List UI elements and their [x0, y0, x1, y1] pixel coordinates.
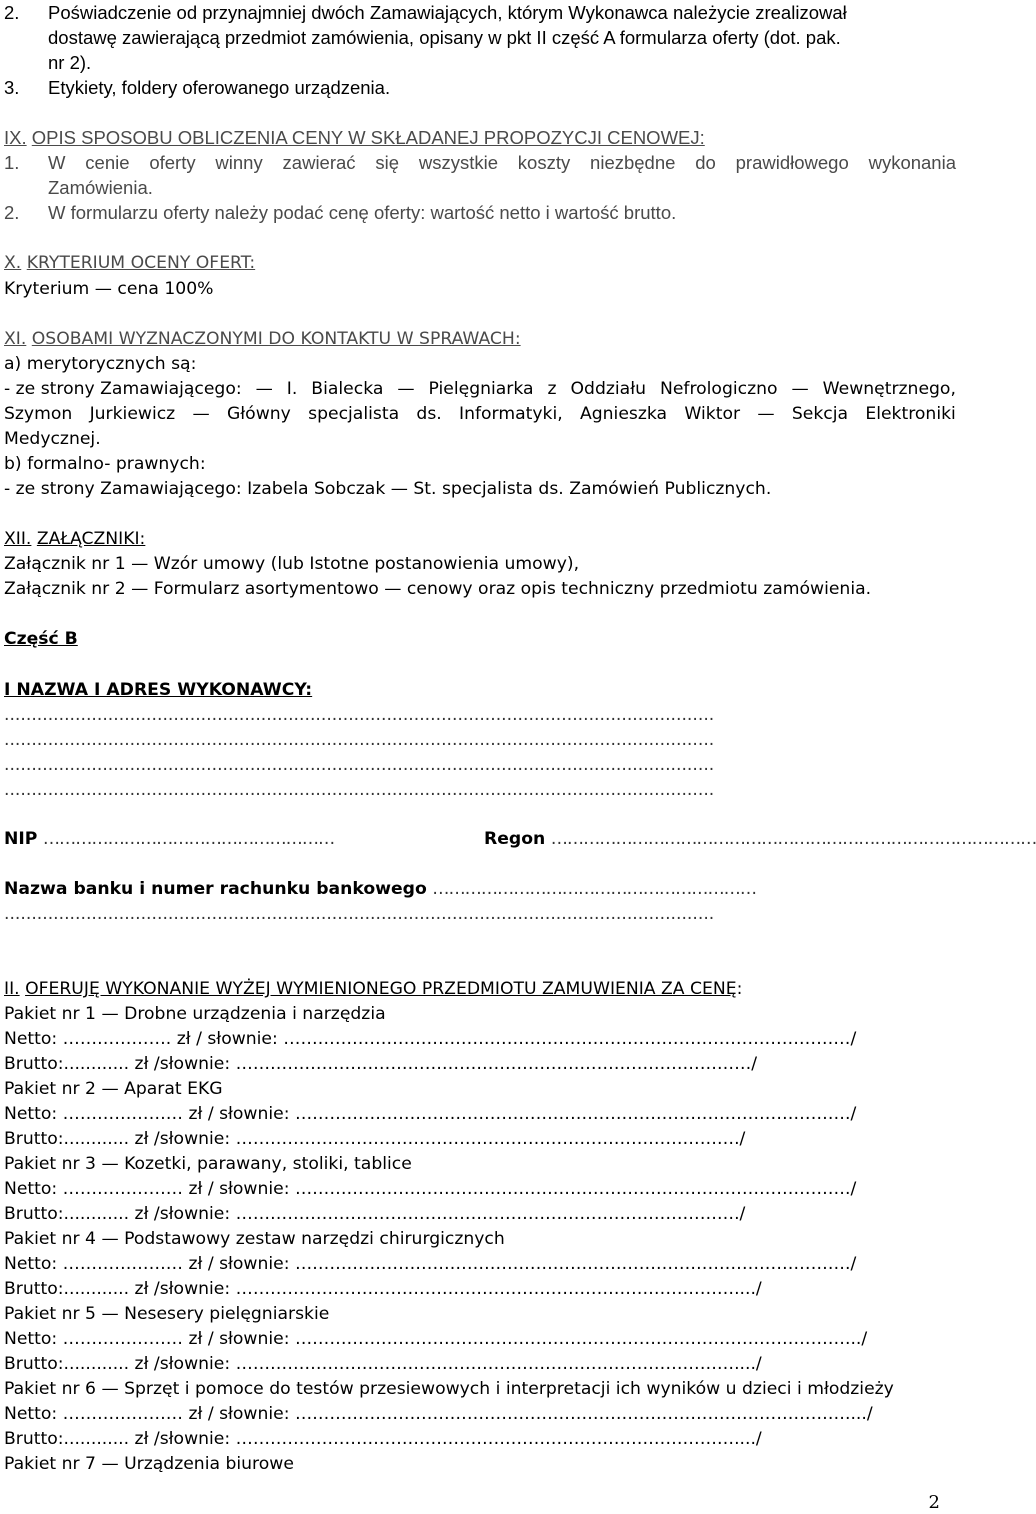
ix-item-1-word: W — [48, 152, 66, 173]
ix-item-1-word: cenie — [85, 152, 130, 173]
merit-line-1-word: — — [791, 379, 809, 399]
offer-heading — [4, 978, 956, 1000]
item-number: 2. — [4, 2, 20, 23]
offer-colon: : — [736, 979, 743, 999]
ix-item-2-text: W formularzu oferty należy podać cenę oferty: wartość netto i wartość brutto. — [48, 202, 677, 223]
merit-line-1-word: Oddziału — [570, 379, 646, 399]
section-x-number: X. — [4, 253, 22, 273]
package-brutto-line[interactable]: Brutto:............ zł /słownie: ………………………………………………………………………………/ — [4, 1054, 758, 1074]
offer-title: OFERUJĘ WYKONANIE WYŻEJ WYMIENIONEGO PRZEDMIOTU ZAMUWIENIA ZA CENĘ — [25, 979, 737, 999]
section-xii-title: ZAŁĄCZNIKI: — [36, 529, 146, 549]
item-3-text: Etykiety, foldery oferowanego urządzenia. — [48, 77, 391, 98]
merit-line-1-word: z — [547, 379, 557, 399]
section-xi-title: OSOBAMI WYZNACZONYMI DO KONTAKTU W SPRAWACH: — [31, 329, 521, 349]
ix-item-1-word: oferty — [149, 152, 196, 173]
package-brutto-line[interactable]: Brutto:............ zł /słownie: ……………………………………………………………………………./ — [4, 1204, 746, 1224]
item-2-text-3: nr 2). — [48, 52, 92, 73]
merit-line-2-word: Jurkiewicz — [89, 404, 176, 424]
merit-line-2-word: Elektroniki — [865, 404, 956, 424]
formal-label: b) formalno- prawnych: — [4, 454, 206, 474]
merit-line-2-word: Sekcja — [791, 404, 849, 424]
package-brutto-line[interactable]: Brutto:............ zł /słownie: ……………………………………………………………………………..../ — [4, 1429, 762, 1449]
section-xi-number: XI. — [4, 329, 27, 349]
merit-line-1-word: - ze strony Zamawiającego: — [4, 379, 242, 399]
section-ix-heading — [4, 127, 956, 149]
section-x-title: KRYTERIUM OCENY OFERT: — [26, 253, 256, 273]
nip-label: NIP — [4, 829, 38, 849]
bank-field[interactable]: …………………………………………………… — [432, 879, 757, 899]
part-b-heading: Część B — [4, 629, 78, 649]
item-2-text-1: Poświadczenie od przynajmniej dwóch Zamawiających, którym Wykonawca należycie zrealizował — [48, 2, 847, 23]
package-netto-line[interactable]: Netto: ………………. zł / słownie: ………………………………………………………………………………………/ — [4, 1029, 857, 1049]
ix-item-1-word: niezbędne — [590, 152, 676, 173]
ix-item-1-word: prawidłowego — [735, 152, 849, 173]
merit-line-1-word: I. — [286, 379, 298, 399]
merit-line-2-word: Agnieszka — [580, 404, 668, 424]
merit-line-2-word: Informatyki, — [459, 404, 563, 424]
merit-line-1-word: Pielęgniarka — [428, 379, 534, 399]
regon-field[interactable]: ……………………………………………………………………………… — [550, 829, 1036, 849]
ix-item-1-word: wykonania — [868, 152, 956, 173]
merit-line-1-word: Nefrologiczno — [659, 379, 778, 399]
package-title: Pakiet nr 5 — Nesesery pielęgniarskie — [4, 1304, 330, 1324]
contractor-dots-3[interactable]: .................................................................................................................................. — [4, 755, 715, 775]
ix-item-1-word: się — [375, 152, 400, 173]
package-title: Pakiet nr 6 — Sprzęt i pomoce do testów przesiewowych i interpretacji ich wyników u dzieci i młodzieży — [4, 1379, 894, 1399]
merit-line-2-word: Szymon — [4, 404, 73, 424]
merit-line-1-word: — — [255, 379, 273, 399]
offer-number: II. — [4, 979, 20, 999]
bank-field-continuation[interactable]: .................................................................................................................................. — [4, 904, 715, 924]
ix-item-1-word: do — [695, 152, 716, 173]
merit-line-1-word: Bialecka — [311, 379, 384, 399]
contractor-heading: I NAZWA I ADRES WYKONAWCY: — [4, 680, 313, 700]
package-netto-line[interactable]: Netto: ………………… zł / słownie: …………………………………………………………………………………….../ — [4, 1329, 868, 1349]
ix-item-1-word: winny — [215, 152, 263, 173]
section-xii-number: XII. — [4, 529, 32, 549]
merit-line-1-word: Wewnętrznego, — [822, 379, 956, 399]
merit-contacts-line-2 — [4, 403, 956, 425]
merit-line-2-word: specjalista — [308, 404, 400, 424]
nip-field[interactable]: ……………………………………………… — [42, 829, 335, 849]
regon-group — [484, 828, 1036, 850]
merit-line-2-word: — — [192, 404, 210, 424]
page-number: 2 — [928, 1492, 940, 1513]
package-title: Pakiet nr 7 — Urządzenia biurowe — [4, 1454, 294, 1474]
merit-line-2-word: ds. — [416, 404, 442, 424]
package-title: Pakiet nr 1 — Drobne urządzenia i narzędzia — [4, 1004, 386, 1024]
nip-regon-row — [4, 828, 1036, 850]
attachment-2: Załącznik nr 2 — Formularz asortymentowo — cenowy oraz opis techniczny przedmiotu zamówienia. — [4, 579, 872, 599]
section-xii-heading — [4, 528, 956, 550]
merit-label: a) merytorycznych są: — [4, 354, 197, 374]
package-title: Pakiet nr 4 — Podstawowy zestaw narzędzi chirurgicznych — [4, 1229, 505, 1249]
package-brutto-line[interactable]: Brutto:............ zł /słownie: ……………………………………………………………………………./ — [4, 1129, 746, 1149]
bank-label: Nazwa banku i numer rachunku bankowego — [4, 879, 427, 899]
merit-line-2-word: — — [757, 404, 775, 424]
contractor-dots-4[interactable]: .................................................................................................................................. — [4, 780, 715, 800]
package-netto-line[interactable]: Netto: ………………… zł / słownie: ……………………………………………………………………………………./ — [4, 1179, 857, 1199]
ix-item-1-word: wszystkie — [418, 152, 498, 173]
formal-contact-line: - ze strony Zamawiającego: Izabela Sobczak — St. specjalista ds. Zamówień Publicznych. — [4, 479, 772, 499]
section-ix-title: OPIS SPOSOBU OBLICZENIA CENY W SKŁADANEJ PROPOZYCJI CENOWEJ: — [31, 127, 705, 148]
package-title: Pakiet nr 3 — Kozetki, parawany, stoliki, tablice — [4, 1154, 412, 1174]
merit-line-1-word: — — [397, 379, 415, 399]
package-netto-line[interactable]: Netto: ………………… zł / słownie: ……………………………………………………………………………………./ — [4, 1104, 857, 1124]
section-x-heading — [4, 252, 956, 274]
section-ix-number: IX. — [4, 127, 27, 148]
section-xi-heading — [4, 328, 956, 350]
ix-item-2-number: 2. — [4, 202, 20, 223]
regon-label: Regon — [484, 829, 546, 849]
ix-item-1-number: 1. — [4, 152, 20, 173]
package-title: Pakiet nr 2 — Aparat EKG — [4, 1079, 223, 1099]
criterion-text: Kryterium — cena 100% — [4, 279, 214, 299]
package-brutto-line[interactable]: Brutto:............ zł /słownie: ……………………………………………………………………………..../ — [4, 1354, 762, 1374]
attachment-1: Załącznik nr 1 — Wzór umowy (lub Istotne postanowienia umowy), — [4, 554, 580, 574]
item-3-number: 3. — [4, 77, 20, 98]
merit-line-2-word: Główny — [226, 404, 291, 424]
merit-contacts-line-1 — [4, 378, 956, 400]
ix-item-1-continuation: Zamówienia. — [48, 177, 153, 198]
item-2-text-2: dostawę zawierającą przedmiot zamówienia, opisany w pkt II część A formularza oferty (dot. pak. — [48, 27, 841, 48]
contractor-dots-1[interactable]: .................................................................................................................................. — [4, 705, 715, 725]
ix-item-1-word: koszty — [517, 152, 571, 173]
package-netto-line[interactable]: Netto: ………………… zł / słownie: ……………………………………………………………………………………./ — [4, 1254, 857, 1274]
bank-row — [4, 878, 956, 900]
merit-line-2-word: Wiktor — [684, 404, 741, 424]
ix-item-1-text — [48, 152, 956, 174]
merit-contacts-line-3: Medycznej. — [4, 429, 101, 449]
package-netto-line[interactable]: Netto: ………………… zł / słownie: ……………………………………………………………………………………..../ — [4, 1404, 873, 1424]
contractor-dots-2[interactable]: .................................................................................................................................. — [4, 730, 715, 750]
package-brutto-line[interactable]: Brutto:............ zł /słownie: ……………………………………………………………………………..../ — [4, 1279, 762, 1299]
ix-item-1-word: zawierać — [282, 152, 356, 173]
